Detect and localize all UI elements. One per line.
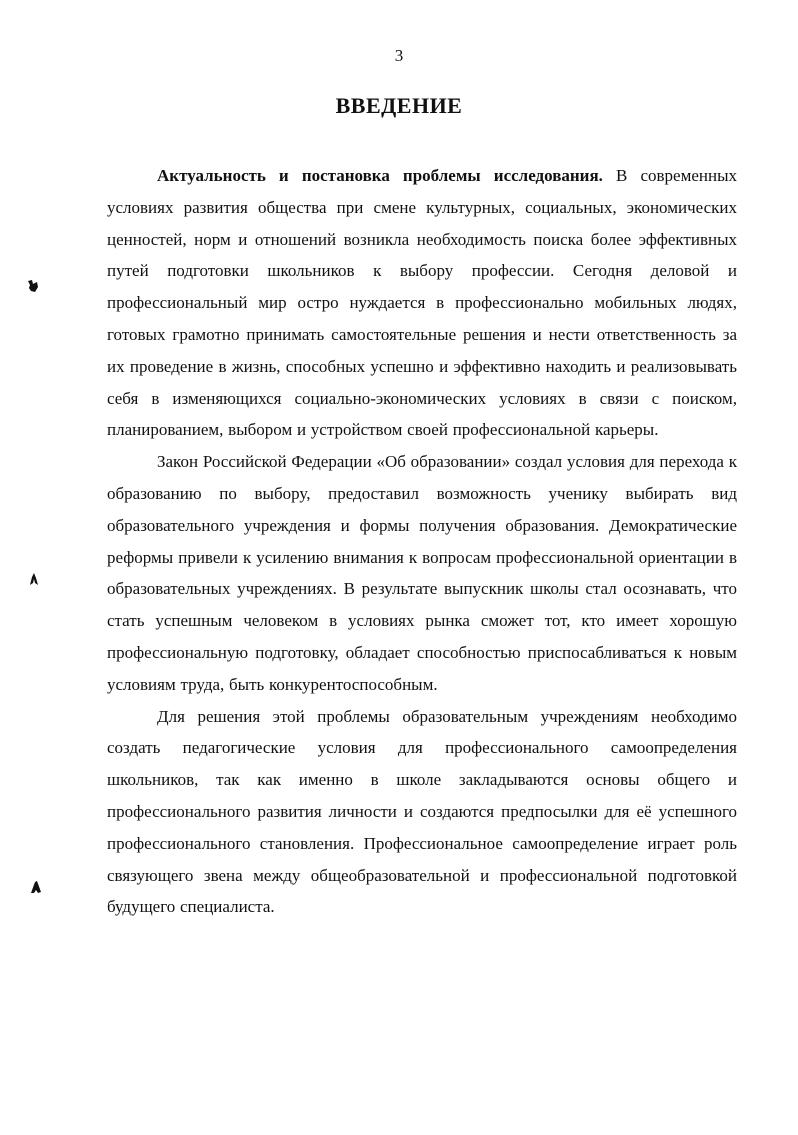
scan-mark-icon [28, 572, 40, 586]
body-text [107, 160, 737, 923]
scan-mark-icon [30, 880, 42, 894]
paragraph-1 [107, 160, 737, 446]
paragraph-lead: Актуальность и постановка проблемы исследования. [157, 166, 603, 185]
page-number: 3 [394, 46, 404, 65]
paragraph-2: Закон Российской Федерации «Об образовании» создал условия для перехода к образованию по выбору, предоставил возможность ученику выбирать вид образовательного учреждения и формы получения образования. Демократические реформы привели к усилению внимания к вопросам профессиональной ориентации в образовательных учреждениях. В результате выпускник школы стал осознавать, что стать успешным человеком в условиях рынка сможет тот, кто имеет хорошую профессиональную подготовку, обладает способностью приспосабливаться к новым условиям труда, быть конкурентоспособным. [107, 452, 737, 694]
scan-mark-icon [27, 279, 39, 293]
paragraph-3: Для решения этой проблемы образовательным учреждениям необходимо создать педагогические условия для профессионального самоопределения школьников, так как именно в школе закладываются основы общего и профессионального развития личности и создаются предпосылки для её успешного профессионального становления. Профессиональное самоопределение играет роль связующего звена между общеобразовательной и профессиональной подготовкой будущего специалиста. [107, 706, 737, 917]
paragraph-text: В современных условиях развития общества при смене культурных, социальных, экономических ценностей, норм и отношений возникла необходимость поиска более эффективных путей подготовки школьников к выбору профессии. Сегодня деловой и профессиональный мир остро нуждается в профессионально мобильных людях, готовых грамотно принимать самостоятельные решения и нести ответственность за их проведение в жизнь, способных успешно и эффективно находить и реализовывать себя в изменяющихся социально-экономических условиях в связи с поиском, планированием, выбором и устройством своей профессиональной карьеры. [107, 166, 737, 440]
page-title: ВВЕДЕНИЕ [335, 93, 463, 118]
